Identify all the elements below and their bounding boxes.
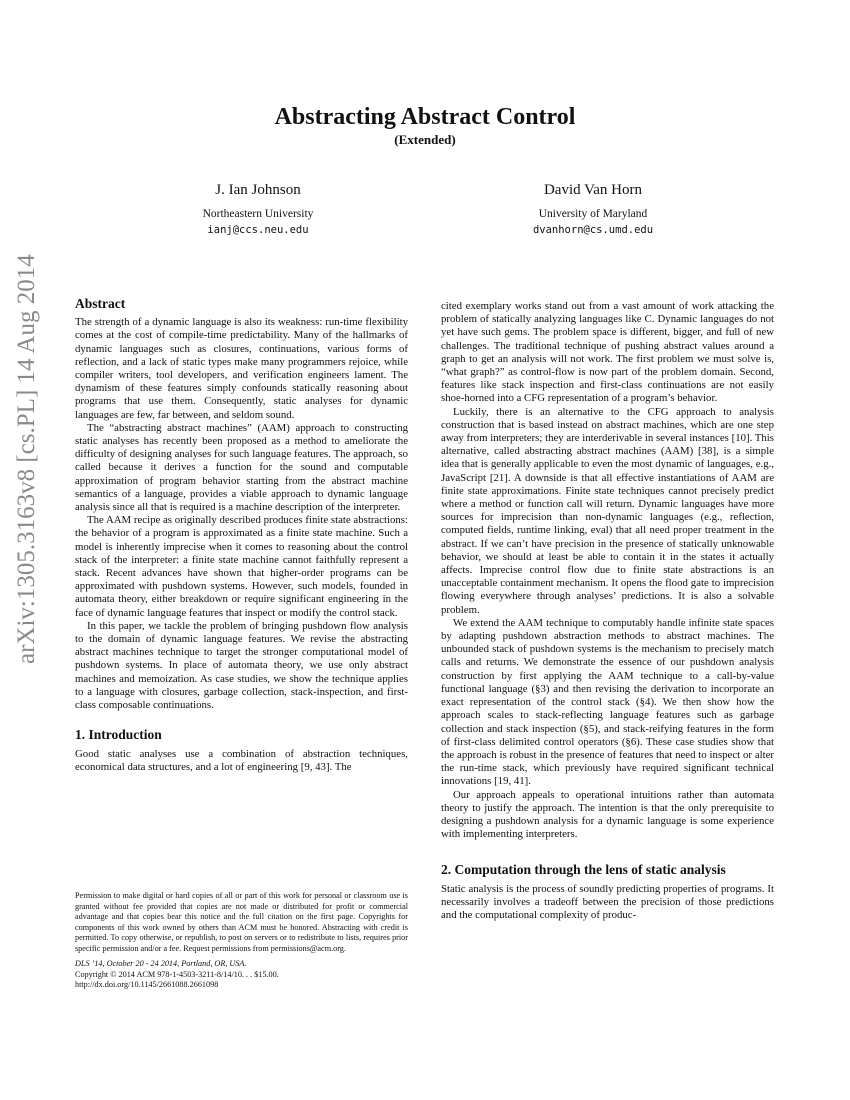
body-paragraph: Luckily, there is an alternative to the CFG approach to analysis construction that is based instead on abstract machines, which are one step away from interpreters; they are interderivable in several instances [10]. This alternative, called abstracting abstract machines (AAM) [38], is a simple idea that is generally applicable to even the most dynamic of languages, e.g., JavaScript [21]. A downside is that all effective instantiations of AAM are finite state approximations. Finite state techniques cannot precisely predict where a method or function call will return. Dynamic languages have more sources for imprecision than non-dynamic languages (e.g., reflection, computed fields, runtime linking, eval) that all need proper treatment in the abstract. If we can’t have precision in the presence of statically unknowable behavior, we should at least be able to contain it in the states it actually affects. Imprecise control flow due to finite state abstractions is an unacceptable containment mechanism. It opens the flood gate to imprecision flowing everywhere through analyses’ predictions. It is also a solvable problem. xyxy=(441,405,774,616)
copyright-line: Copyright © 2014 ACM 978-1-4503-3211-8/14/10. . . $15.00. xyxy=(75,969,279,979)
author-name: David Van Horn xyxy=(543,182,643,198)
paper-title: Abstracting Abstract Control xyxy=(274,104,576,130)
paper-subtitle: (Extended) xyxy=(394,132,456,147)
abstract-paragraph: The AAM recipe as originally described produces finite state abstractions: the behavior of a program is approximated as a finite state machine. Such a model is inherently imprecise when it comes to reasoning about the control stack of the interpreter: a finite state machine cannot faithfully represent a stack. Recent advances have shown that higher-order programs can be approximated with pushdown systems. However, such models, founded in automata theory, either breakdown or require significant engineering in the face of dynamic language features that inspect or modify the control stack. xyxy=(75,514,408,619)
abstract-paragraph: In this paper, we tackle the problem of bringing pushdown flow analysis to the domain of dynamic language features. We revise the abstracting abstract machines technique to target the stronger computational model of pushdown systems. In place of automata theory, we use only abstract machines and memoization. As case studies, we show the technique applies to a language with closures, garbage collection, stack-inspection, and first-class composable continuations. xyxy=(75,619,408,712)
author-email: ianj@ccs.neu.edu xyxy=(207,224,309,236)
introduction-heading: 1. Introduction xyxy=(75,727,162,743)
author-affiliation: Northeastern University xyxy=(202,208,314,220)
author-block xyxy=(118,180,398,238)
abstract-paragraph: The “abstracting abstract machines” (AAM) approach to constructing static analyses has recently been proposed as a method to ameliorate the difficulty of designing analyses for such language features. The approach, so called because it derives a function for the sound and computable approximation of program behavior starting from the abstract machine semantics of a language, provides a viable approach to dynamic language analysis since all that is required is a machine description of the interpreter. xyxy=(75,421,408,514)
permission-notice: Permission to make digital or hard copies of all or part of this work for personal or classroom use is granted without fee provided that copies are not made or distributed for profit or commercial advantage and that copies bear this notice and the full citation on the first page. Copyrights for components of this work owned by others than ACM must be honored. Abstracting with credit is permitted. To copy otherwise, or republish, to post on servers or to redistribute to lists, requires prior specific permission and/or a fee. Request permissions from permissions@acm.org. xyxy=(75,891,408,953)
author-affiliation: University of Maryland xyxy=(538,208,648,220)
body-paragraph: cited exemplary works stand out from a vast amount of work attacking the problem of statically analyzing languages like C. Dynamic languages do not yet have such gems. The problem space is different, bigger, and full of new challenges. The traditional technique of pushing abstract values around a graph to get an analysis will not work. The first problem we must solve is, “what graph?” as control-flow is now part of the problem domain. Second, features like stack inspection and first-class continuations are not easily shoe-horned into a CFG representation of a program’s behavior. xyxy=(441,300,774,405)
author-block xyxy=(453,180,733,238)
arxiv-stamp: arXiv:1305.3163v8 [cs.PL] 14 Aug 2014 xyxy=(13,254,40,664)
body-paragraph: We extend the AAM technique to computably handle infinite state spaces by adapting pushdown abstraction methods to abstract machines. The unbounded stack of pushdown systems is the mechanism to precisely match calls and returns. We demonstrate the essence of our pushdown analysis construction by first applying the AAM technique to a call-by-value functional language (§3) and then revising the derivation to incorporate an exact representation of the control stack (§4). We then show how the approach scales to stack-reflecting language features such as garbage collection and stack inspection (§5), and stack-reifying features in the form of first-class delimited control operators (§6). These case studies show that the approach is robust in the presence of features that need to inspect or alter the run-time stack, which previously have required significant technical innovations [19, 41]. xyxy=(441,616,774,788)
section2-heading: 2. Computation through the lens of static analysis xyxy=(441,862,726,878)
body-paragraph: Our approach appeals to operational intuitions rather than automata theory to justify the approach. The intention is that the only prerequisite to designing a pushdown analysis for a dynamic language is some experience with implementing interpreters. xyxy=(441,788,774,841)
section2-paragraph: Static analysis is the process of soundly predicting properties of programs. It necessarily involves a tradeoff between the precision of those predictions and the computational complexity of produc- xyxy=(441,882,774,921)
author-name: J. Ian Johnson xyxy=(215,182,301,198)
introduction-paragraph: Good static analyses use a combination of abstraction techniques, economical data structures, and a lot of engineering [9, 43]. The xyxy=(75,747,408,773)
copyright-footnote xyxy=(75,891,408,991)
left-column xyxy=(75,297,408,774)
abstract-heading: Abstract xyxy=(75,296,126,311)
author-email: dvanhorn@cs.umd.edu xyxy=(532,224,654,236)
abstract-paragraph: The strength of a dynamic language is also its weakness: run-time flexibility comes at the cost of compile-time predictability. Many of the hallmarks of dynamic languages such as closures, continuations, various forms of reflection, and a lack of static types make many programmers rejoice, while compiler writers, tool developers, and verification engineers lament. The dynamism of these features simply confounds statically reasoning about programs that use them. Consequently, static analyses for dynamic languages are few, far between, and seldom sound. xyxy=(75,316,408,421)
doi-line: http://dx.doi.org/10.1145/2661088.2661098 xyxy=(75,980,219,989)
venue-line: DLS ’14, October 20 - 24 2014, Portland, OR, USA. xyxy=(75,959,247,968)
right-column xyxy=(441,300,774,922)
